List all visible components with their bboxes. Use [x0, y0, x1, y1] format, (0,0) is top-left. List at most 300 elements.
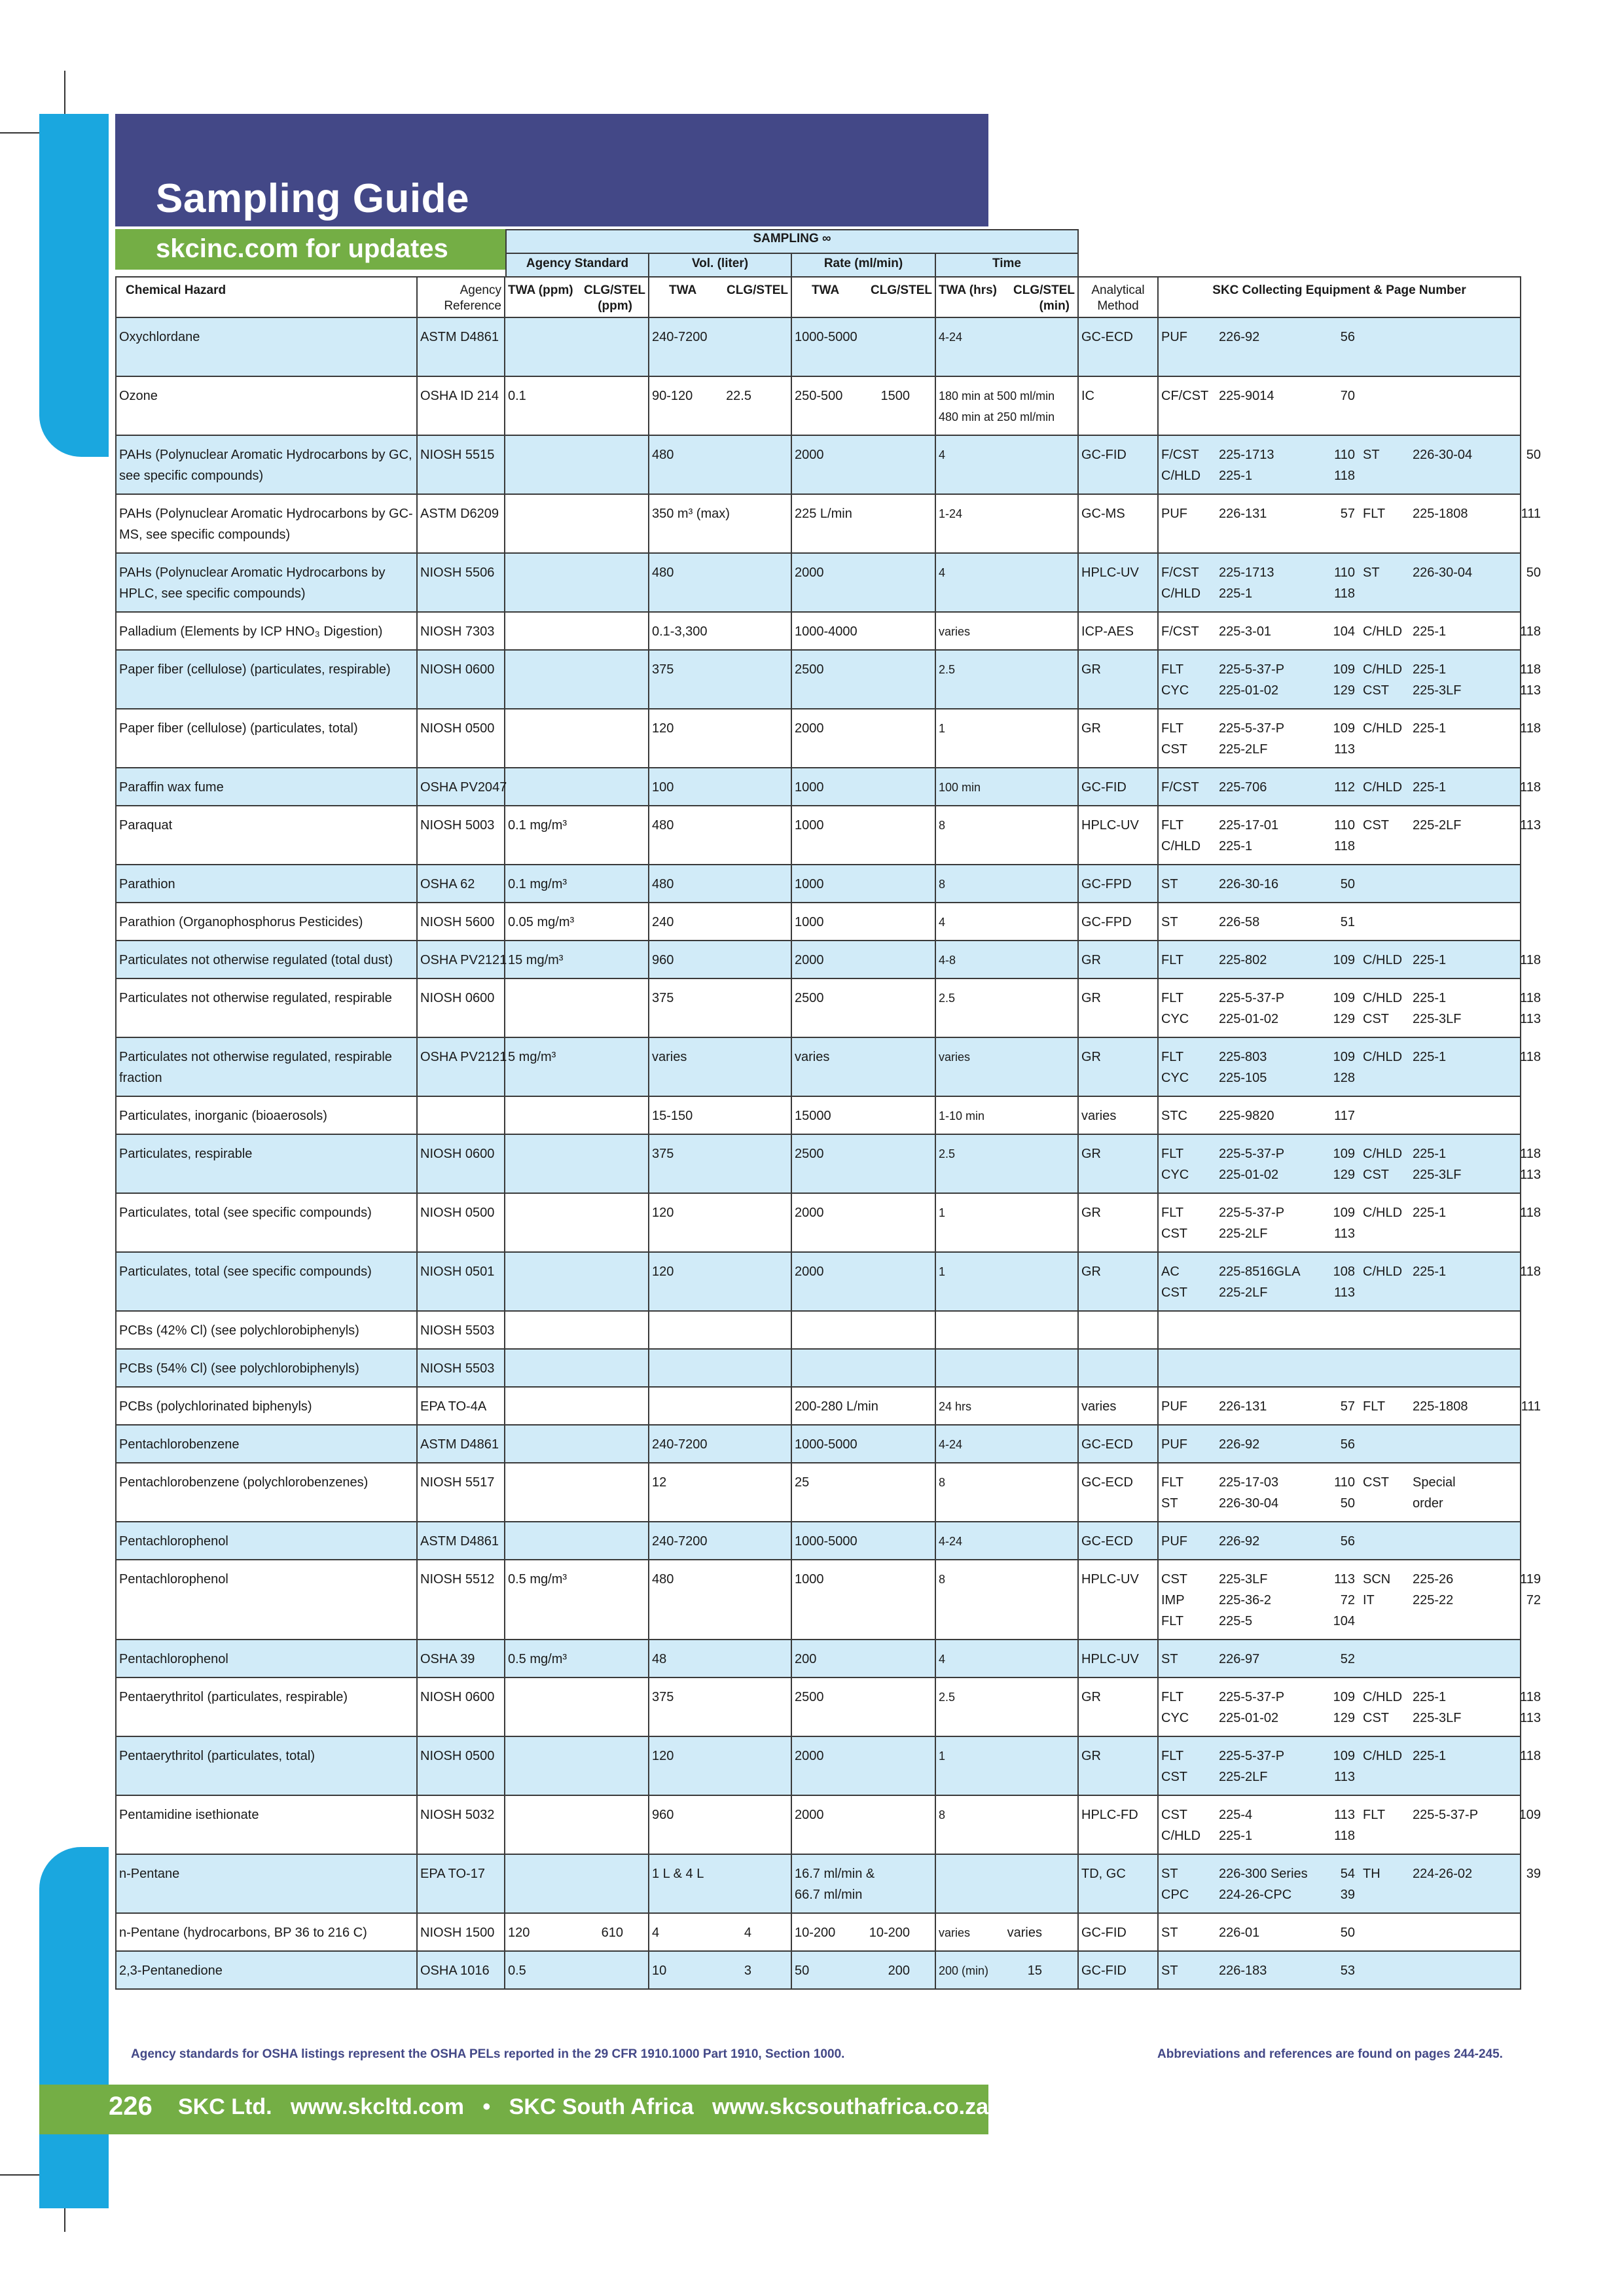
- equipment-page: 109: [1333, 662, 1355, 677]
- agency-reference: NIOSH 5503: [420, 1361, 495, 1376]
- chemical-name: Particulates not otherwise regulated, respirable: [119, 991, 392, 1005]
- col-agency-ref: [417, 277, 505, 317]
- equipment-part-number: 225-1: [1413, 1147, 1447, 1161]
- equipment-part-number: 225-1808: [1413, 507, 1468, 521]
- cell-agency-ref: [417, 1913, 505, 1951]
- table-row: [116, 1037, 1521, 1096]
- equipment-code: ST: [1363, 448, 1380, 462]
- cell-time: [935, 1913, 1078, 1951]
- std-clg: [623, 1569, 645, 1590]
- cell-chemical: [116, 1252, 417, 1311]
- equipment-page: [1513, 1493, 1541, 1514]
- analytical-method: GR: [1081, 662, 1101, 677]
- cell-rate: [791, 553, 935, 612]
- vol-twa: 480: [652, 877, 674, 891]
- cell-equipment: [1158, 1640, 1521, 1677]
- equipment-part-number: 225-1: [1413, 721, 1447, 736]
- cell-agency-standard: [505, 1640, 649, 1677]
- time-clg: [1042, 1396, 1075, 1417]
- vol-clg: [751, 718, 788, 739]
- equipment-page: 118: [1520, 1265, 1541, 1279]
- cell-method: [1078, 768, 1158, 806]
- equipment-code: FLT: [1161, 1206, 1184, 1220]
- equipment-code: FLT: [1363, 1808, 1386, 1822]
- rate-clg: 1500: [880, 389, 910, 403]
- chemical-name: n-Pentane: [119, 1867, 180, 1881]
- vol-clg: 22.5: [726, 389, 751, 403]
- table-row: [116, 494, 1521, 553]
- std-clg: [623, 1960, 645, 1981]
- cell-equipment: [1158, 865, 1521, 903]
- chemical-name: Particulates, total (see specific compounds): [119, 1265, 372, 1279]
- cell-method: [1078, 1640, 1158, 1677]
- cell-agency-ref: [417, 1425, 505, 1463]
- cell-equipment: [1158, 1795, 1541, 1854]
- equipment-part-number: 225-1: [1219, 1829, 1253, 1843]
- cell-time: [935, 376, 1078, 435]
- cell-chemical: [116, 612, 417, 650]
- cell-equipment: [1158, 317, 1521, 376]
- vol-twa: 375: [652, 662, 674, 677]
- table-row: [116, 1913, 1521, 1951]
- cell-method: [1078, 1463, 1158, 1522]
- cell-vol: [649, 376, 791, 435]
- cell-vol: [649, 865, 791, 903]
- cell-equipment: [1158, 1387, 1541, 1425]
- rate-clg: [910, 562, 932, 583]
- rate-clg: [910, 503, 932, 524]
- equipment-page: 50: [1340, 877, 1355, 891]
- equipment-part-number: 225-803: [1219, 1050, 1267, 1064]
- col-clg-ppm-label: CLG/STEL: [584, 283, 645, 297]
- equipment-page: 112: [1334, 780, 1355, 795]
- updates-link[interactable]: skcinc.com for updates: [156, 234, 448, 263]
- time-twa: varies: [939, 1926, 971, 1939]
- cell-time: [935, 1349, 1078, 1387]
- cell-vol: [649, 709, 791, 768]
- rate-twa: 2000: [795, 1808, 824, 1822]
- chemical-name: Pentachlorophenol: [119, 1652, 228, 1666]
- vol-twa: 240-7200: [652, 330, 708, 344]
- cell-agency-standard: [505, 553, 649, 612]
- vol-clg: [751, 444, 788, 465]
- agency-reference: NIOSH 0500: [420, 1206, 495, 1220]
- cell-rate: [791, 865, 935, 903]
- cell-equipment: [1158, 494, 1541, 553]
- cell-agency-ref: [417, 941, 505, 978]
- agency-reference: NIOSH 5032: [420, 1808, 495, 1822]
- vol-clg: [751, 777, 788, 798]
- cell-agency-standard: [505, 1193, 649, 1252]
- cell-rate: [791, 1096, 935, 1134]
- cell-rate: [791, 494, 935, 553]
- equipment-part-number: [1413, 1960, 1513, 1981]
- footnote-osha: Agency standards for OSHA listings represent the OSHA PELs reported in the 29 CFR 1910.1000 Part 1910, Section 1000.: [131, 2047, 845, 2061]
- equipment-part-number: 226-131: [1219, 507, 1267, 521]
- equipment-page: [1513, 1767, 1541, 1787]
- cell-rate: [791, 709, 935, 768]
- time-clg: [1042, 718, 1075, 739]
- rate-clg: [910, 1143, 932, 1164]
- std-clg: [623, 815, 645, 836]
- equipment-part-number: 225-2LF: [1219, 1285, 1268, 1300]
- table-row: [116, 1736, 1521, 1795]
- crop-mark: [0, 2174, 39, 2176]
- col-method-label: Method: [1097, 299, 1139, 313]
- chemical-name: PCBs (polychlorinated biphenyls): [119, 1399, 312, 1414]
- equipment-page: 109: [1333, 991, 1355, 1005]
- vol-twa: 960: [652, 953, 674, 967]
- equipment-page: 113: [1334, 742, 1355, 757]
- rate-clg: [910, 444, 932, 465]
- analytical-method: GC-MS: [1081, 507, 1125, 521]
- chemical-name: Particulates not otherwise regulated, respirable fraction: [119, 1050, 392, 1085]
- equipment-page: [1513, 874, 1541, 895]
- time-clg: [1042, 1687, 1075, 1708]
- chemical-name: Pentachlorobenzene (polychlorobenzenes): [119, 1475, 369, 1490]
- equipment-page: 113: [1520, 1012, 1541, 1026]
- equipment-code: [1355, 1493, 1413, 1514]
- equipment-part-number: 225-706: [1219, 780, 1267, 795]
- cell-agency-standard: [505, 1311, 649, 1349]
- time-clg: [1042, 621, 1075, 642]
- equipment-part-number: [1413, 583, 1513, 604]
- time-twa: 1-24: [939, 507, 963, 520]
- chemical-name: PAHs (Polynuclear Aromatic Hydrocarbons by GC-MS, see specific compounds): [119, 507, 413, 542]
- vol-clg: [751, 1687, 788, 1708]
- cell-time: [935, 553, 1078, 612]
- std-twa: 120: [508, 1926, 530, 1940]
- equipment-part-number: 225-01-02: [1219, 1711, 1279, 1725]
- analytical-method: HPLC-UV: [1081, 1652, 1139, 1666]
- rate-twa: 16.7 ml/min & 66.7 ml/min: [795, 1867, 875, 1902]
- cell-agency-ref: [417, 1677, 505, 1736]
- time-twa: 4: [939, 916, 946, 929]
- rate-clg: [910, 815, 932, 836]
- equipment-code: TH: [1363, 1867, 1380, 1881]
- chemical-name: Pentachlorobenzene: [119, 1437, 240, 1452]
- vol-twa: 4: [652, 1926, 660, 1940]
- equipment-code: C/HLD: [1363, 1147, 1403, 1161]
- analytical-method: GC-FPD: [1081, 915, 1132, 929]
- equipment-part-number: 226-30-16: [1219, 877, 1279, 891]
- cell-time: [935, 1795, 1078, 1854]
- cell-rate: [791, 1854, 935, 1913]
- equipment-code: [1355, 1767, 1413, 1787]
- equipment-code: CST: [1363, 1711, 1389, 1725]
- time-clg: [1042, 1472, 1075, 1493]
- analytical-method: GR: [1081, 1147, 1101, 1161]
- vol-clg: 3: [744, 1964, 751, 1978]
- equipment-part-number: 226-92: [1219, 1437, 1260, 1452]
- cell-chemical: [116, 376, 417, 435]
- equipment-page: 118: [1520, 1050, 1541, 1064]
- table-row: [116, 903, 1521, 941]
- equipment-part-number: 225-1: [1413, 1749, 1447, 1763]
- equipment-page: [1513, 1884, 1541, 1905]
- cell-equipment: [1158, 1560, 1541, 1640]
- cell-vol: [649, 1677, 791, 1736]
- cell-vol: [649, 553, 791, 612]
- rate-clg: [910, 1569, 932, 1590]
- equipment-part-number: 225-105: [1219, 1071, 1267, 1085]
- equipment-code: IT: [1363, 1593, 1375, 1607]
- cell-equipment: [1158, 1522, 1521, 1560]
- cell-equipment: [1158, 1854, 1541, 1913]
- cell-agency-standard: [505, 494, 649, 553]
- analytical-method: IC: [1081, 389, 1094, 403]
- time-twa: 2.5: [939, 663, 956, 676]
- equipment-code: [1355, 1434, 1413, 1455]
- equipment-page: 113: [1334, 1770, 1355, 1784]
- agency-reference: NIOSH 5600: [420, 915, 495, 929]
- equipment-part-number: 225-1713: [1219, 565, 1274, 580]
- equipment-part-number: [1413, 1434, 1513, 1455]
- equipment-part-number: [1413, 1767, 1513, 1787]
- equipment-page: 109: [1333, 1690, 1355, 1704]
- equipment-code: C/HLD: [1363, 624, 1403, 639]
- cell-time: [935, 1037, 1078, 1096]
- equipment-code: [1355, 1960, 1413, 1981]
- equipment-page: 50: [1526, 448, 1541, 462]
- rate-twa: 10-200: [795, 1926, 836, 1940]
- vol-clg: [751, 1472, 788, 1493]
- cell-method: [1078, 553, 1158, 612]
- vol-twa: 480: [652, 1572, 674, 1587]
- equipment-code: [1355, 836, 1413, 857]
- rate-twa: 2500: [795, 1147, 824, 1161]
- equipment-part-number: 225-1713: [1219, 448, 1274, 462]
- vol-clg: [751, 1569, 788, 1590]
- cell-agency-standard: [505, 1387, 649, 1425]
- equipment-part-number: 225-1: [1413, 1206, 1447, 1220]
- chemical-name: n-Pentane (hydrocarbons, BP 36 to 216 C): [119, 1926, 367, 1940]
- cell-agency-ref: [417, 612, 505, 650]
- cell-agency-ref: [417, 1096, 505, 1134]
- chemical-name: Parathion (Organophosphorus Pesticides): [119, 915, 363, 929]
- cell-vol: [649, 903, 791, 941]
- equipment-part-number: 225-3LF: [1413, 683, 1462, 698]
- equipment-page: 52: [1340, 1652, 1355, 1666]
- analytical-method: TD, GC: [1081, 1867, 1126, 1881]
- agency-reference: EPA TO-17: [420, 1867, 485, 1881]
- cell-rate: [791, 1560, 935, 1640]
- cell-vol: [649, 612, 791, 650]
- vol-twa: 240-7200: [652, 1437, 708, 1452]
- cell-rate: [791, 612, 935, 650]
- agency-reference: NIOSH 5517: [420, 1475, 495, 1490]
- cell-agency-ref: [417, 435, 505, 494]
- time-clg: [1042, 503, 1075, 524]
- cell-vol: [649, 806, 791, 865]
- agency-reference: NIOSH 0500: [420, 1749, 495, 1763]
- cell-method: [1078, 1854, 1158, 1913]
- chemical-name: PCBs (54% Cl) (see polychlorobiphenyls): [119, 1361, 359, 1376]
- cell-agency-ref: [417, 1951, 505, 1989]
- cell-equipment: [1158, 1677, 1541, 1736]
- cell-method: [1078, 376, 1158, 435]
- equipment-page: [1513, 1282, 1541, 1303]
- equipment-page: 109: [1333, 953, 1355, 967]
- equipment-code: CST: [1161, 1227, 1187, 1241]
- equipment-code: C/HLD: [1363, 780, 1403, 795]
- cell-time: [935, 1387, 1078, 1425]
- cell-agency-ref: [417, 1387, 505, 1425]
- cell-time: [935, 1640, 1078, 1677]
- equipment-part-number: 226-183: [1219, 1964, 1267, 1978]
- rate-clg: [910, 1202, 932, 1223]
- equipment-part-number: 225-26: [1413, 1572, 1454, 1587]
- cell-agency-ref: [417, 553, 505, 612]
- equipment-page: 57: [1340, 507, 1355, 521]
- table-row: [116, 978, 1521, 1037]
- equipment-part-number: 225-1: [1219, 839, 1253, 853]
- cell-rate: [791, 1640, 935, 1677]
- time-twa: 8: [939, 1476, 946, 1489]
- cell-vol: [649, 1854, 791, 1913]
- time-twa: 4: [939, 1653, 946, 1666]
- equipment-page: 108: [1333, 1265, 1355, 1279]
- agency-reference: ASTM D4861: [420, 330, 499, 344]
- time-clg: [1042, 1434, 1075, 1455]
- equipment-part-number: 225-3LF: [1413, 1012, 1462, 1026]
- chemical-name: Particulates, respirable: [119, 1147, 253, 1161]
- cell-equipment: [1158, 435, 1541, 494]
- analytical-method: GR: [1081, 1690, 1101, 1704]
- equipment-page: [1513, 1649, 1541, 1670]
- cell-equipment: [1158, 1193, 1541, 1252]
- equipment-code: FLT: [1161, 721, 1184, 736]
- cell-rate: [791, 435, 935, 494]
- equipment-page: 118: [1334, 839, 1355, 853]
- vol-clg: [751, 874, 788, 895]
- equipment-page: 118: [1520, 1206, 1541, 1220]
- time-twa: 1: [939, 1749, 946, 1763]
- cell-agency-ref: [417, 1522, 505, 1560]
- vol-clg: [751, 1746, 788, 1767]
- column-header-row: [116, 277, 1521, 317]
- equipment-part-number: 226-92: [1219, 1534, 1260, 1549]
- equipment-part-number: [1413, 874, 1513, 895]
- rate-twa: 1000: [795, 915, 824, 929]
- chemical-name: Ozone: [119, 389, 158, 403]
- cell-method: [1078, 1134, 1158, 1193]
- equipment-part-number: 225-9014: [1219, 389, 1274, 403]
- equipment-page: 118: [1334, 586, 1355, 601]
- cell-agency-standard: [505, 1134, 649, 1193]
- rate-twa: 1000: [795, 818, 824, 833]
- equipment-page: [1513, 1825, 1541, 1846]
- vol-twa: 350 m³ (max): [652, 507, 730, 521]
- std-clg: [623, 386, 645, 406]
- equipment-code: C/HLD: [1363, 1749, 1403, 1763]
- equipment-code: CST: [1363, 683, 1389, 698]
- equipment-part-number: 225-3LF: [1413, 1168, 1462, 1182]
- time-twa: 1: [939, 1265, 946, 1278]
- equipment-page: 110: [1334, 818, 1355, 833]
- cell-method: [1078, 612, 1158, 650]
- table-row: [116, 768, 1521, 806]
- cell-equipment: [1158, 768, 1541, 806]
- equipment-code: C/HLD: [1363, 1265, 1403, 1279]
- equipment-code: [1355, 912, 1413, 933]
- equipment-page: 111: [1521, 507, 1541, 521]
- cell-rate: [791, 1037, 935, 1096]
- vol-clg: 4: [744, 1926, 751, 1940]
- rate-twa: 2500: [795, 1690, 824, 1704]
- equipment-part-number: 225-5-37-P: [1219, 1690, 1285, 1704]
- rate-twa: 2000: [795, 448, 824, 462]
- equipment-page: 117: [1334, 1109, 1355, 1123]
- agency-reference: OSHA 39: [420, 1652, 475, 1666]
- cell-rate: [791, 1522, 935, 1560]
- equipment-code: FLT: [1363, 507, 1386, 521]
- vol-twa: 120: [652, 1206, 674, 1220]
- equipment-code: [1355, 874, 1413, 895]
- equipment-code: CST: [1363, 1475, 1389, 1490]
- chemical-name: Paper fiber (cellulose) (particulates, respirable): [119, 662, 391, 677]
- cell-chemical: [116, 768, 417, 806]
- equipment-page: 110: [1334, 565, 1355, 580]
- cell-method: [1078, 806, 1158, 865]
- equipment-part-number: [1413, 1223, 1513, 1244]
- vol-clg: [751, 659, 788, 680]
- equipment-part-number: 225-3LF: [1219, 1572, 1268, 1587]
- sampling-label: SAMPLING ∞: [753, 232, 831, 245]
- cell-agency-standard: [505, 650, 649, 709]
- cell-agency-ref: [417, 806, 505, 865]
- equipment-part-number: 226-58: [1219, 915, 1260, 929]
- cell-agency-standard: [505, 709, 649, 768]
- equipment-page: 104: [1333, 624, 1355, 639]
- vol-twa: 240: [652, 915, 674, 929]
- cell-agency-standard: [505, 1913, 649, 1951]
- cell-chemical: [116, 1640, 417, 1677]
- cell-time: [935, 650, 1078, 709]
- agency-reference: ASTM D6209: [420, 507, 499, 521]
- cell-agency-ref: [417, 1560, 505, 1640]
- rate-clg: [910, 659, 932, 680]
- col-vol-twa-label: TWA: [669, 283, 697, 297]
- time-twa: 1: [939, 1206, 946, 1219]
- equipment-code: [1355, 1611, 1413, 1632]
- equipment-page: 118: [1520, 953, 1541, 967]
- time-clg: [1042, 1143, 1075, 1164]
- equipment-code: PUF: [1161, 507, 1187, 521]
- std-clg: [623, 950, 645, 971]
- equipment-page: 111: [1521, 1399, 1541, 1414]
- analytical-method: GC-FID: [1081, 1926, 1127, 1940]
- cell-time: [935, 903, 1078, 941]
- cell-rate: [791, 1387, 935, 1425]
- rate-twa: 2000: [795, 565, 824, 580]
- analytical-method: ICP-AES: [1081, 624, 1134, 639]
- equipment-part-number: 225-5-37-P: [1219, 991, 1285, 1005]
- equipment-part-number: 225-17-03: [1219, 1475, 1279, 1490]
- equipment-page: 104: [1333, 1614, 1355, 1628]
- cell-rate: [791, 1349, 935, 1387]
- vol-twa: 48: [652, 1652, 667, 1666]
- analytical-method: GC-FPD: [1081, 877, 1132, 891]
- table-row: [116, 553, 1521, 612]
- agency-reference: NIOSH 0600: [420, 1690, 495, 1704]
- equipment-page: 113: [1334, 1285, 1355, 1300]
- equipment-part-number: [1413, 1611, 1513, 1632]
- page-number: 226: [109, 2092, 153, 2121]
- analytical-method: GC-ECD: [1081, 1475, 1133, 1490]
- crop-mark: [0, 132, 39, 134]
- time-twa: 4-24: [939, 1535, 963, 1548]
